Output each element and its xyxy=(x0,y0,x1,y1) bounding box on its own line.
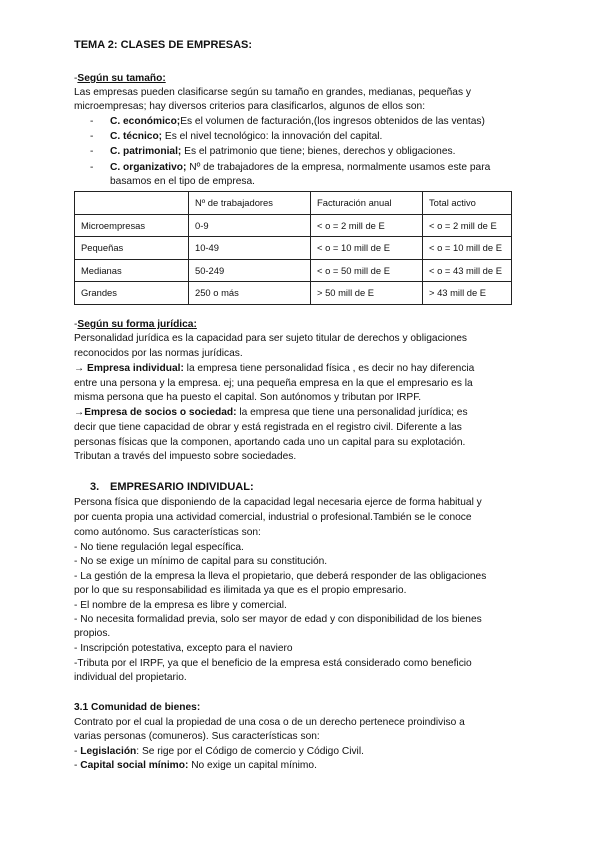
table-cell: Grandes xyxy=(75,282,189,305)
section3-line: propios. xyxy=(74,628,111,639)
criterion-text: Es el patrimonio que tiene; bienes, derechos y obligaciones. xyxy=(181,146,456,157)
section3-line: - No se exige un mínimo de capital para su constitución. xyxy=(74,556,328,567)
table-row xyxy=(75,282,512,305)
section3-line: - La gestión de la empresa la lleva el propietario, que deberá responder de las obligaciones xyxy=(74,571,487,582)
size-heading-text: Según su tamaño: xyxy=(77,73,166,84)
arrow-icon: → xyxy=(74,363,88,374)
size-intro-line: microempresas; hay diversos criterios para clasificarlos, algunos de ellos son: xyxy=(74,101,426,112)
table-cell: < o = 10 mill de E xyxy=(423,237,512,260)
criterion-continuation: basamos en el tipo de empresa. xyxy=(110,176,255,187)
table-cell: 0-9 xyxy=(189,214,311,237)
table-cell: 50-249 xyxy=(189,259,311,282)
individual-line: misma persona que ha puesto el capital. Son autónomos y tributan por IRPF. xyxy=(74,392,422,403)
size-intro-line: Las empresas pueden clasificarse según su tamaño en grandes, medianas, pequeñas y xyxy=(74,87,471,98)
section3-line: por lo que su responsabilidad es ilimitada ya que es el propio empresario. xyxy=(74,585,407,596)
section31-line: Contrato por el cual la propiedad de una cosa o de un derecho pertenece proindiviso a xyxy=(74,717,465,728)
legal-heading xyxy=(74,318,197,332)
section3-line: como autónomo. Sus características son: xyxy=(74,527,261,538)
heading-prefix: - xyxy=(74,73,78,84)
item-prefix: - xyxy=(74,746,81,757)
table-row xyxy=(75,259,512,282)
legal-heading-text: Según su forma jurídica: xyxy=(77,319,197,330)
criterion-patrimonial xyxy=(110,145,455,159)
section31-heading: 3.1 Comunidad de bienes: xyxy=(74,702,201,713)
arrow-icon: → xyxy=(74,407,85,418)
criterion-term: C. patrimonial; xyxy=(110,146,182,157)
society-term: Empresa de socios o sociedad: xyxy=(84,407,237,418)
table-header-cell xyxy=(75,192,189,215)
criterion-economic xyxy=(110,115,485,129)
table-header-cell: Nº de trabajadores xyxy=(189,192,311,215)
table-cell: < o = 2 mill de E xyxy=(423,214,512,237)
size-heading xyxy=(74,72,166,86)
table-row xyxy=(75,214,512,237)
item-text: : Se rige por el Código de comercio y Código Civil. xyxy=(136,746,364,757)
bullet-dash: - xyxy=(90,131,94,142)
item-term: Legislación xyxy=(80,746,137,757)
criterion-term: C. económico; xyxy=(110,116,181,127)
section3-heading: EMPRESARIO INDIVIDUAL: xyxy=(110,481,254,493)
criterion-text: Es el nivel tecnológico: la innovación del capital. xyxy=(162,131,383,142)
table-cell: Pequeñas xyxy=(75,237,189,260)
individual-company-line xyxy=(74,362,474,376)
individual-term: Empresa individual: xyxy=(87,363,184,374)
individual-text: la empresa tiene personalidad física , es decir no hay diferencia xyxy=(183,363,475,374)
table-cell: > 43 mill de E xyxy=(423,282,512,305)
table-cell: Medianas xyxy=(75,259,189,282)
table-cell: < o = 50 mill de E xyxy=(311,259,423,282)
table-header-row xyxy=(75,192,512,215)
criterion-text: Nº de trabajadores de la empresa, normalmente usamos este para xyxy=(186,162,491,173)
criterion-organizational xyxy=(110,161,490,175)
table-header-cell: Facturación anual xyxy=(311,192,423,215)
criterion-term: C. organizativo; xyxy=(110,162,187,173)
society-line: Tributan a través del impuesto sobre sociedades. xyxy=(74,451,297,462)
section3-line: - No tiene regulación legal específica. xyxy=(74,542,244,553)
criterion-technical xyxy=(110,130,382,144)
bullet-dash: - xyxy=(90,146,94,157)
section31-line: varias personas (comuneros). Sus características son: xyxy=(74,731,320,742)
individual-line: entre una persona y la empresa. ej; una pequeña empresa en la que el empresario es la xyxy=(74,378,473,389)
table-cell: 250 o más xyxy=(189,282,311,305)
table-cell: < o = 2 mill de E xyxy=(311,214,423,237)
society-text: la empresa que tiene una personalidad jurídica; es xyxy=(236,407,468,418)
section3-line: Persona física que disponiendo de la capacidad legal necesaria ejerce de forma habitual y xyxy=(74,497,482,508)
item-term: Capital social mínimo: xyxy=(80,760,189,771)
heading-prefix: - xyxy=(74,319,78,330)
section3-line: -Tributa por el IRPF, ya que el beneficio de la empresa está considerado como beneficio xyxy=(74,658,472,669)
bullet-dash: - xyxy=(90,116,94,127)
table-cell: 10-49 xyxy=(189,237,311,260)
bullet-dash: - xyxy=(90,162,94,173)
section3-line: por cuenta propia una actividad comercial, industrial o profesional.También se le conoce xyxy=(74,512,472,523)
page-title: TEMA 2: CLASES DE EMPRESAS: xyxy=(74,39,253,51)
society-line: decir que tiene capacidad de obrar y está registrada en el registro civil. Diferente a las xyxy=(74,422,462,433)
section3-number: 3. xyxy=(90,481,100,493)
table-cell: < o = 10 mill de E xyxy=(311,237,423,260)
section3-line: - El nombre de la empresa es libre y comercial. xyxy=(74,600,287,611)
criterion-text: Es el volumen de facturación,(los ingresos obtenidos de las ventas) xyxy=(180,116,485,127)
section3-line: - Inscripción potestativa, excepto para el naviero xyxy=(74,643,293,654)
section3-line: - No necesita formalidad previa, solo ser mayor de edad y con disponibilidad de los bienes xyxy=(74,614,482,625)
table-cell: Microempresas xyxy=(75,214,189,237)
table-row xyxy=(75,237,512,260)
table-header-cell: Total activo xyxy=(423,192,512,215)
table-cell: > 50 mill de E xyxy=(311,282,423,305)
item-text: No exige un capital mínimo. xyxy=(188,760,317,771)
section3-line: individual del propietario. xyxy=(74,672,187,683)
criterion-term: C. técnico; xyxy=(110,131,163,142)
society-line: personas físicas que la componen, aportando cada uno un capital para su explotación. xyxy=(74,437,466,448)
legal-line: reconocidos por las normas jurídicas. xyxy=(74,348,243,359)
table-cell: < o = 43 mill de E xyxy=(423,259,512,282)
section31-item xyxy=(74,745,364,759)
item-prefix: - xyxy=(74,760,81,771)
legal-line: Personalidad jurídica es la capacidad para ser sujeto titular de derechos y obligaciones xyxy=(74,333,468,344)
company-size-table xyxy=(74,191,512,305)
society-line xyxy=(74,406,468,420)
section31-item xyxy=(74,759,317,773)
